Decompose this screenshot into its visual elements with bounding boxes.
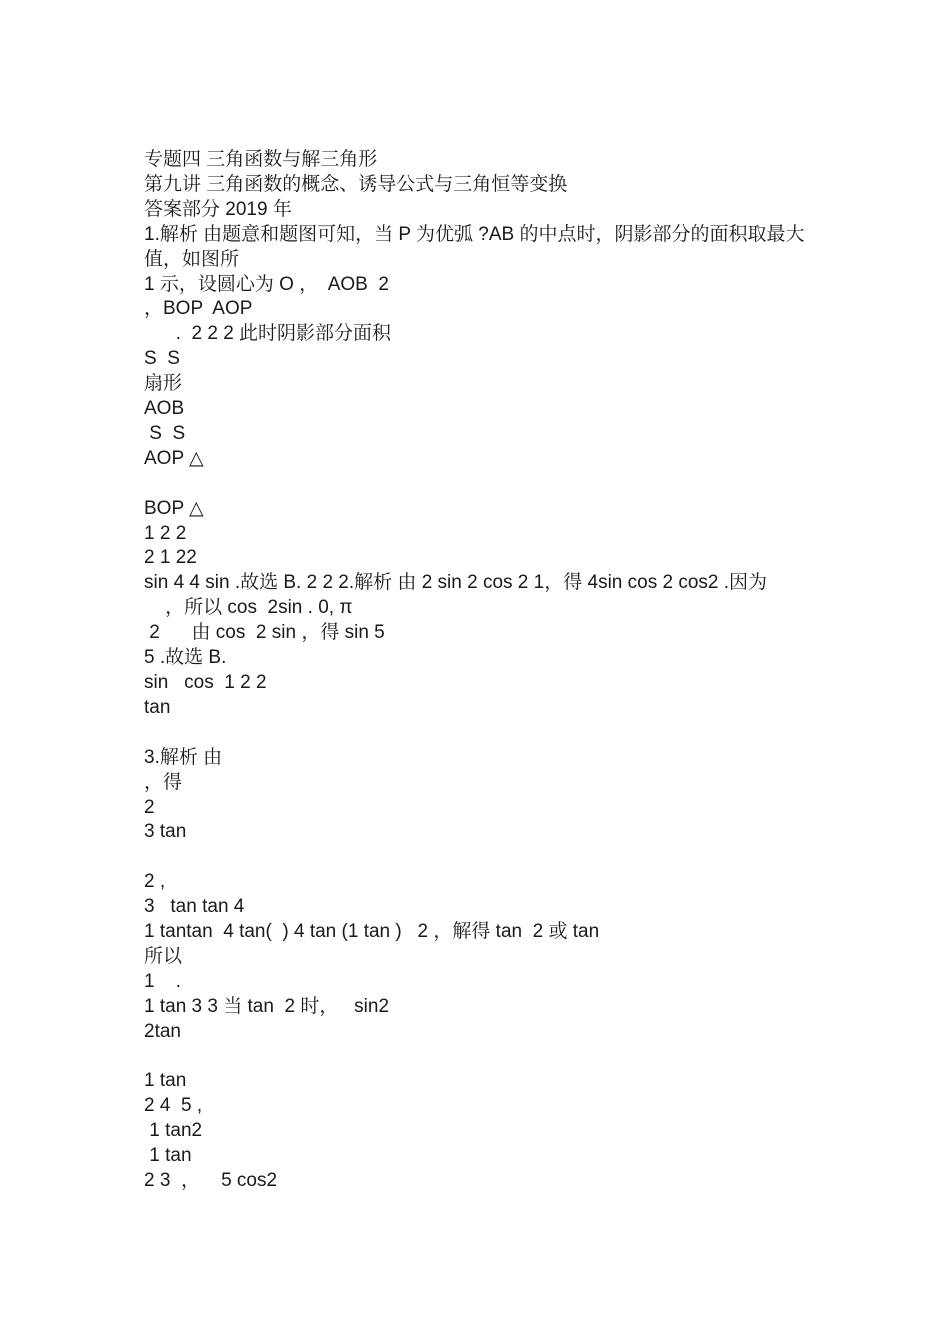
doc-text-line: 1 . (144, 970, 181, 992)
doc-text-line: 3.解析 由 (144, 746, 223, 768)
doc-text-line: ，BOP AOP (144, 298, 253, 320)
doc-text-line: 所以 (144, 945, 183, 967)
doc-text-line: 1 示，设圆心为 O ， AOB 2 (144, 273, 389, 295)
doc-text-line: 1 tan (144, 1070, 187, 1092)
doc-text-line: 3 tan tan 4 (144, 896, 245, 918)
doc-text-line: 2 (144, 796, 155, 818)
doc-text-line: ，得 (144, 771, 183, 793)
doc-text-line: 扇形 (144, 373, 183, 395)
doc-text-line: 2tan (144, 1020, 181, 1042)
doc-text-line: AOB (144, 398, 185, 420)
doc-text-line: . 2 2 2 此时阴影部分面积 (144, 323, 392, 345)
doc-text-line: 1 tan (144, 1145, 192, 1167)
doc-text-line: 3 tan (144, 821, 187, 843)
doc-section-heading: 答案部分 2019 年 (144, 198, 292, 220)
doc-text-line: 1 tan 3 3 当 tan 2 时， sin2 (144, 995, 390, 1017)
doc-blank-line (144, 1045, 824, 1070)
doc-text-line: 2 3 ， 5 cos2 (144, 1170, 278, 1192)
doc-text-line: S S (144, 348, 180, 370)
doc-text-line: sin 4 4 sin .故选 B. 2 2 2.解析 由 2 sin 2 cos 2 1，得 4sin cos 2 cos2 .因为 (144, 572, 768, 594)
doc-text-line: 2 1 22 (144, 547, 197, 569)
document-page (144, 148, 824, 1194)
doc-text-line: 2 由 cos 2 sin ，得 sin 5 (144, 622, 385, 644)
doc-blank-line (144, 845, 824, 870)
doc-text-line: BOP △ (144, 497, 204, 519)
doc-text-line: 5 .故选 B. (144, 647, 227, 669)
doc-text-line: 1 tantan 4 tan( ) 4 tan (1 tan ) 2 ，解得 tan 2 或 tan (144, 921, 600, 943)
doc-text-line: ，所以 cos 2sin . 0, π (144, 597, 353, 619)
doc-text-line: 1.解析 由题意和题图可知，当 P 为优弧 ?AB 的中点时，阴影部分的面积取最大值，如图所 (144, 223, 805, 270)
doc-text-line: sin cos 1 2 2 (144, 672, 267, 694)
doc-text-line: tan (144, 696, 171, 718)
doc-title: 专题四 三角函数与解三角形 (144, 149, 378, 170)
doc-text-line: AOP △ (144, 447, 204, 469)
doc-text-line: S S (144, 422, 186, 444)
doc-text-line: 1 tan2 (144, 1120, 203, 1142)
doc-blank-line (144, 472, 824, 497)
doc-text-line: 2 4 5 , (144, 1095, 203, 1117)
doc-text-line: 1 2 2 (144, 522, 187, 544)
doc-subtitle: 第九讲 三角函数的概念、诱导公式与三角恒等变换 (144, 173, 568, 195)
doc-blank-line (144, 721, 824, 746)
doc-text-line: 2 , (144, 871, 166, 893)
